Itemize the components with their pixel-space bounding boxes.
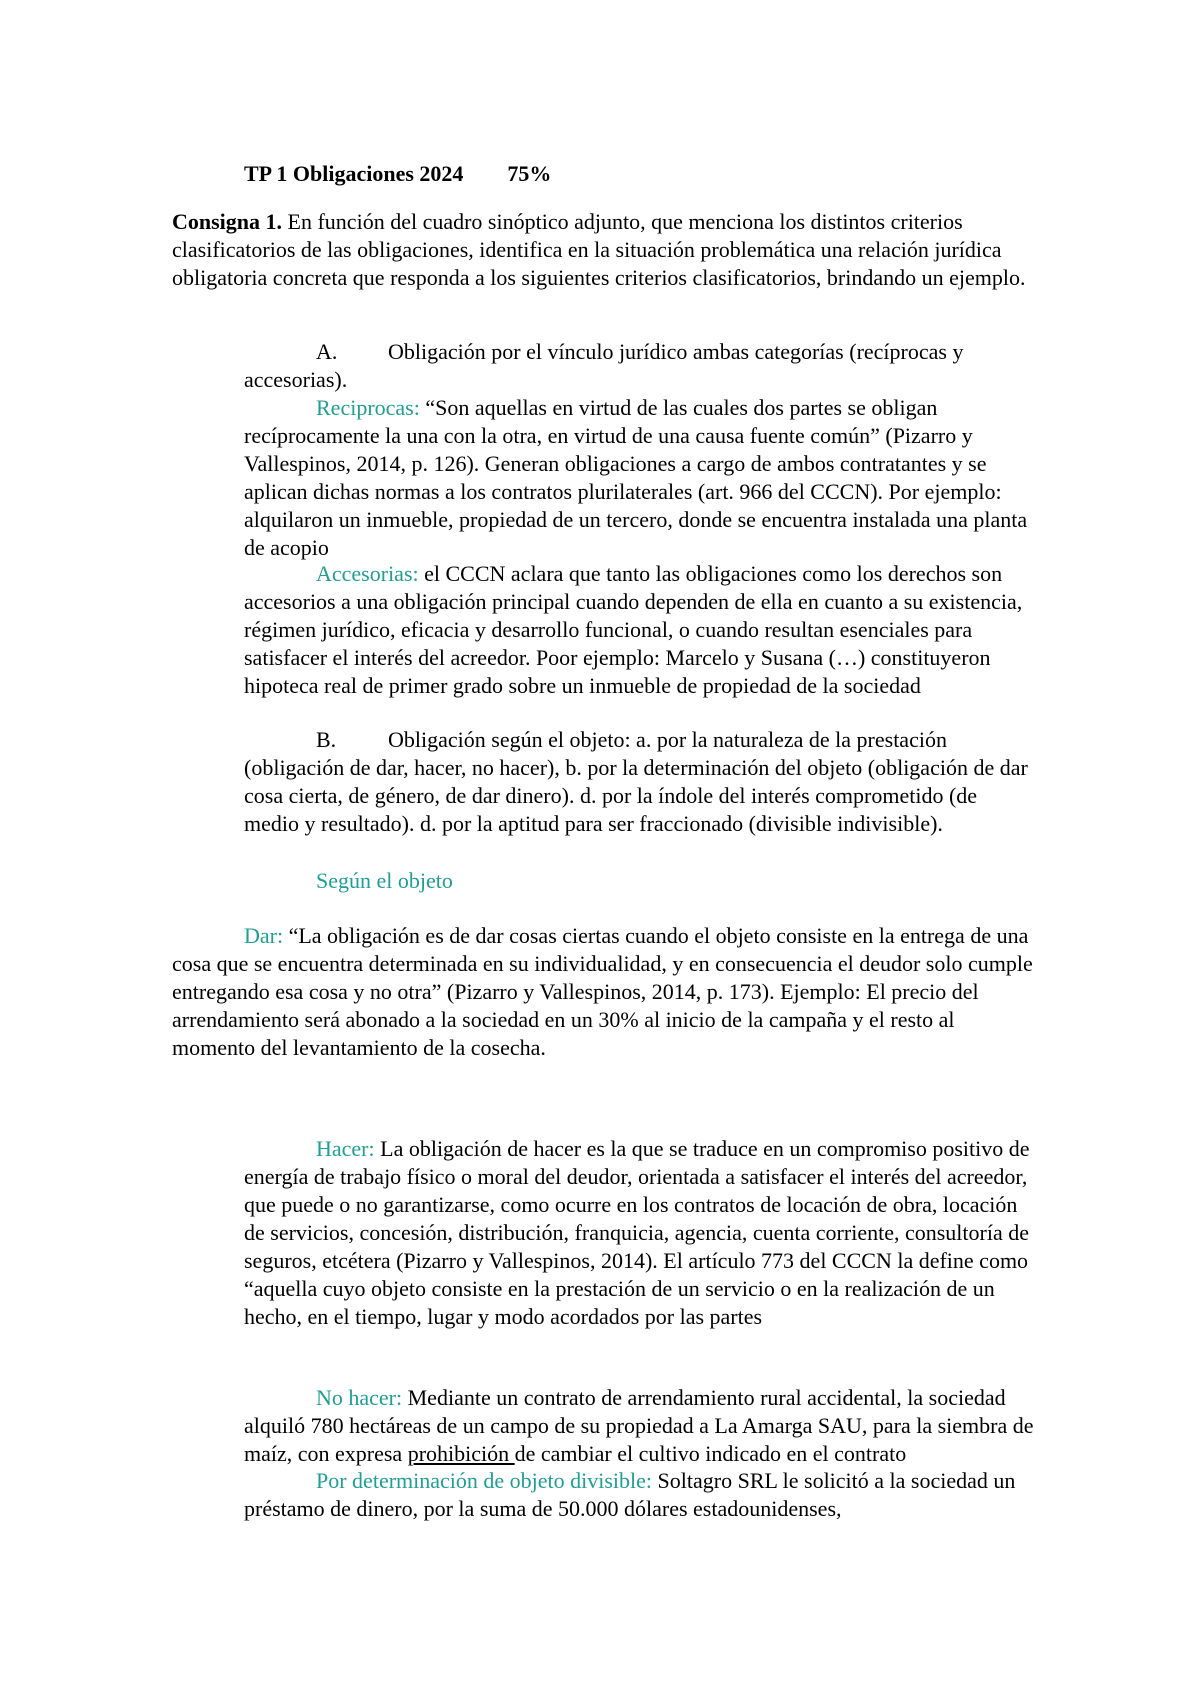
section-a-text: Obligación por el vínculo jurídico ambas categorías (recíprocas y accesorias). <box>244 339 964 392</box>
reciprocas-paragraph <box>244 394 1034 562</box>
section-a-letter: A. <box>316 339 338 364</box>
segun-objeto-heading <box>244 867 1034 895</box>
accesorias-paragraph <box>244 560 1034 700</box>
reciprocas-label: Reciprocas: <box>316 395 420 420</box>
dar-text: “La obligación es de dar cosas ciertas cuando el objeto consiste en la entrega de una cosa que se encuentra determinada en su individualidad, y en consecuencia el deudor solo cumple entregando esa cosa y no otra” (Pizarro y Vallespinos, 2014, p. 173). Ejemplo: El precio del arrendamiento será abonado a la sociedad en un 30% al inicio de la campaña y el resto al momento del levantamiento de la cosecha. <box>172 923 1033 1060</box>
divisible-paragraph <box>244 1467 1034 1523</box>
segun-objeto-label: Según el objeto <box>316 868 453 893</box>
title-percent: 75% <box>507 161 552 186</box>
accesorias-text: el CCCN aclara que tanto las obligaciones como los derechos son accesorios a una obligación principal cuando dependen de ella en cuanto a su existencia, régimen jurídico, eficacia y desarrollo funcional, o cuando resultan esenciales para satisfacer el interés del acreedor. Poor ejemplo: Marcelo y Susana (…) constituyeron hipoteca real de primer grado sobre un inmueble de propiedad de la sociedad <box>244 561 1023 698</box>
hacer-label: Hacer: <box>316 1136 375 1161</box>
no-hacer-label: No hacer: <box>316 1385 403 1410</box>
consigna-paragraph <box>172 208 1042 292</box>
no-hacer-underlined-word: prohibición <box>407 1441 515 1466</box>
no-hacer-paragraph <box>244 1384 1034 1468</box>
divisible-text: Soltagro SRL le solicitó a la sociedad un préstamo de dinero, por la suma de 50.000 dólares estadounidenses, <box>244 1468 1016 1521</box>
document-title <box>244 160 551 188</box>
section-b-paragraph <box>244 726 1034 838</box>
dar-label: Dar: <box>244 923 284 948</box>
dar-paragraph <box>172 922 1042 1062</box>
section-b-letter: B. <box>316 727 337 752</box>
consigna-label: Consigna 1. <box>172 209 283 234</box>
title-text: TP 1 Obligaciones 2024 <box>244 161 464 186</box>
hacer-paragraph <box>244 1135 1034 1331</box>
section-b-text: Obligación según el objeto: a. por la naturaleza de la prestación (obligación de dar, hacer, no hacer), b. por la determinación del objeto (obligación de dar cosa cierta, de género, de dar dinero). d. por la índole del interés comprometido (de medio y resultado). d. por la aptitud para ser fraccionado (divisible indivisible). <box>244 727 1028 836</box>
no-hacer-text-after: de cambiar el cultivo indicado en el contrato <box>514 1441 907 1466</box>
section-a-paragraph <box>244 338 1034 394</box>
divisible-label: Por determinación de objeto divisible: <box>316 1468 653 1493</box>
reciprocas-text: “Son aquellas en virtud de las cuales dos partes se obligan recíprocamente la una con la otra, en virtud de una causa fuente común” (Pizarro y Vallespinos, 2014, p. 126). Generan obligaciones a cargo de ambos contratantes y se aplican dichas normas a los contratos plurilaterales (art. 966 del CCCN). Por ejemplo: alquilaron un inmueble, propiedad de un tercero, donde se encuentra instalada una planta de acopio <box>244 395 1028 560</box>
accesorias-label: Accesorias: <box>316 561 419 586</box>
consigna-text: En función del cuadro sinóptico adjunto, que menciona los distintos criterios clasificatorios de las obligaciones, identifica en la situación problemática una relación jurídica obligatoria concreta que responda a los siguientes criterios clasificatorios, brindando un ejemplo. <box>172 209 1026 290</box>
hacer-text: La obligación de hacer es la que se traduce en un compromiso positivo de energía de trabajo físico o moral del deudor, orientada a satisfacer el interés del acreedor, que puede o no garantizarse, como ocurre en los contratos de locación de obra, locación de servicios, concesión, distribución, franquicia, agencia, cuenta corriente, consultoría de seguros, etcétera (Pizarro y Vallespinos, 2014). El artículo 773 del CCCN la define como “aquella cuyo objeto consiste en la prestación de un servicio o en la realización de un hecho, en el tiempo, lugar y modo acordados por las partes <box>244 1136 1030 1329</box>
no-hacer-text-before: Mediante un contrato de arrendamiento rural accidental, la sociedad alquiló 780 hectáreas de un campo de su propiedad a La Amarga SAU, para la siembra de maíz, con expresa <box>244 1385 1034 1466</box>
